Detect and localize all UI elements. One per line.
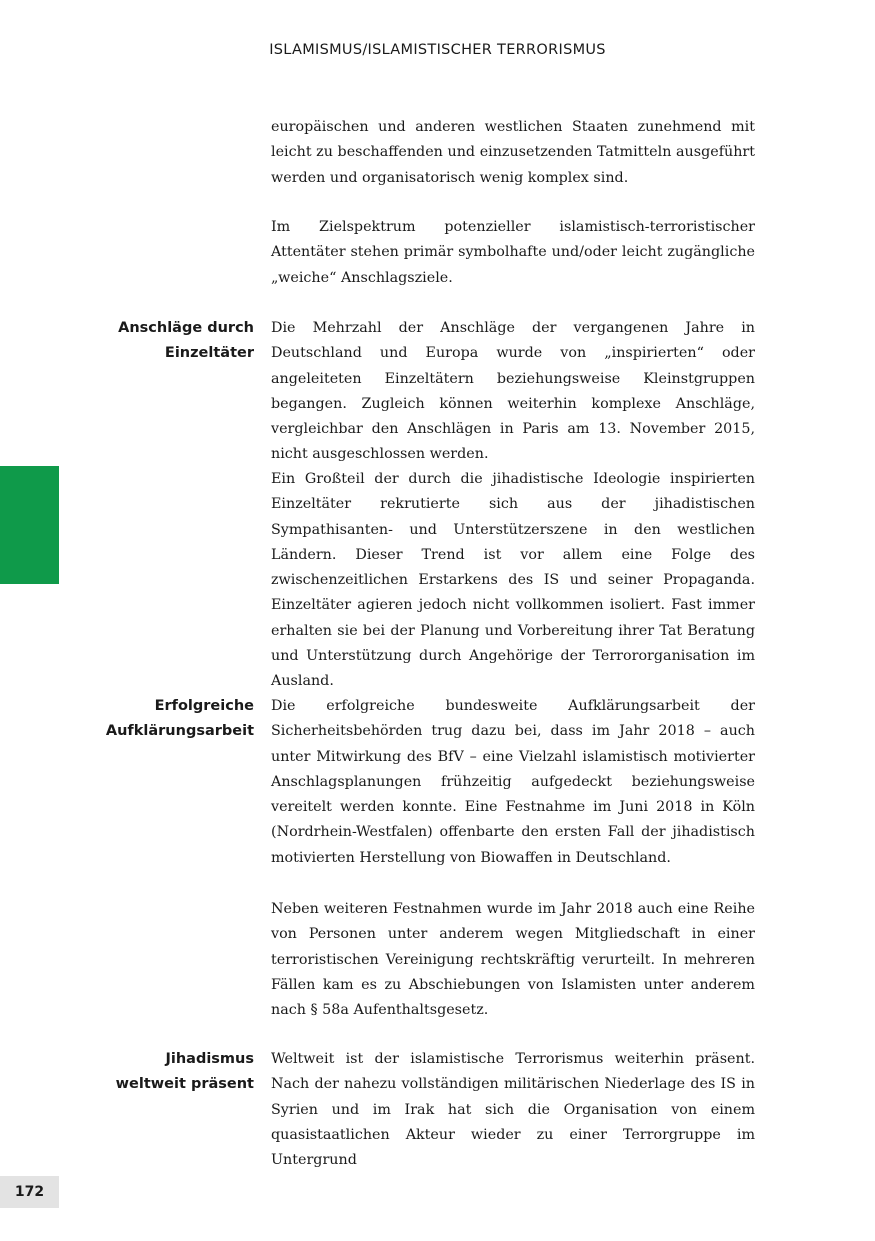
paragraph-text: Im Zielspektrum potenzieller islamistisch-terroristischer Attentäter stehen primär symbolhafte und/oder leicht zugängliche „weiche“ Anschlagsziele. xyxy=(271,219,755,286)
side-heading-line: weltweit präsent xyxy=(115,1076,254,1093)
side-heading xyxy=(90,1047,254,1098)
body-paragraph xyxy=(271,215,755,291)
paragraph-text: Die Mehrzahl der Anschläge der vergangenen Jahre in Deutschland und Europa wurde von „inspirierten“ oder angeleiteten Einzeltätern beziehungsweise Kleinstgruppen begangen. Zugleich können weiterhin komplexe Anschläge, vergleichbar den Anschlägen in Paris am 13. November 2015, nicht ausgeschlossen werden. xyxy=(271,320,755,463)
paragraph-text: Neben weiteren Festnahmen wurde im Jahr 2018 auch eine Reihe von Personen unter anderem wegen Mitgliedschaft in einer terroristischen Vereinigung rechtskräftig verurteilt. In mehreren Fällen kam es zu Abschiebungen von Islamisten unter anderem nach § 58a Aufenthaltsgesetz. xyxy=(271,901,755,1019)
running-header: ISLAMISMUS/ISLAMISTISCHER TERRORISMUS xyxy=(269,42,606,58)
body-paragraph xyxy=(271,467,755,695)
body-paragraph xyxy=(271,694,755,871)
page-number: 172 xyxy=(0,1176,59,1208)
side-heading xyxy=(90,694,254,745)
side-heading-line: Aufklärungsarbeit xyxy=(105,723,254,740)
side-heading-line: Anschläge durch xyxy=(118,320,254,336)
body-paragraph xyxy=(271,1047,755,1173)
body-paragraph xyxy=(271,897,755,1023)
body-paragraph xyxy=(271,115,755,191)
paragraph-text: europäischen und anderen westlichen Staaten zunehmend mit leicht zu beschaffenden und einzusetzenden Tatmitteln ausgeführt werden und organisatorisch wenig komplex sind. xyxy=(271,119,755,186)
paragraph-text: Ein Großteil der durch die jihadistische Ideologie inspirierten Einzeltäter rekrutierte sich aus der jihadistischen Sympathisanten- und Unterstützerszene in den westlichen Ländern. Dieser Trend ist vor allem eine Folge des zwischenzeitlichen Erstarkens des IS und seiner Propaganda. Einzeltäter agieren jedoch nicht vollkommen isoliert. Fast immer erhalten sie bei der Planung und Vorbereitung ihrer Tat Beratung und Unterstützung durch Angehörige der Terrororganisation im Ausland. xyxy=(271,471,755,690)
chapter-tab xyxy=(0,466,59,584)
paragraph-text: Die erfolgreiche bundesweite Aufklärungsarbeit der Sicherheitsbehörden trug dazu bei, dass im Jahr 2018 – auch unter Mitwirkung des BfV – eine Vielzahl islamistisch motivierter Anschlagsplanungen frühzeitig aufgedeckt beziehungsweise vereitelt werden konnte. Eine Festnahme im Juni 2018 in Köln (Nordrhein-Westfalen) offenbarte den ersten Fall der jihadistisch motivierten Herstellung von Biowaffen in Deutschland. xyxy=(271,698,755,866)
side-heading-line: Einzeltäter xyxy=(164,345,254,362)
side-heading xyxy=(90,316,254,367)
side-heading-line: Erfolgreiche xyxy=(154,698,254,714)
paragraph-text: Weltweit ist der islamistische Terrorismus weiterhin präsent. Nach der nahezu vollständigen militärischen Niederlage des IS in Syrien und im Irak hat sich die Organisation von einem quasistaatlichen Akteur wieder zu einer Terrorgruppe im Untergrund xyxy=(271,1051,755,1169)
body-paragraph xyxy=(271,316,755,468)
side-heading-line: Jihadismus xyxy=(165,1051,254,1067)
